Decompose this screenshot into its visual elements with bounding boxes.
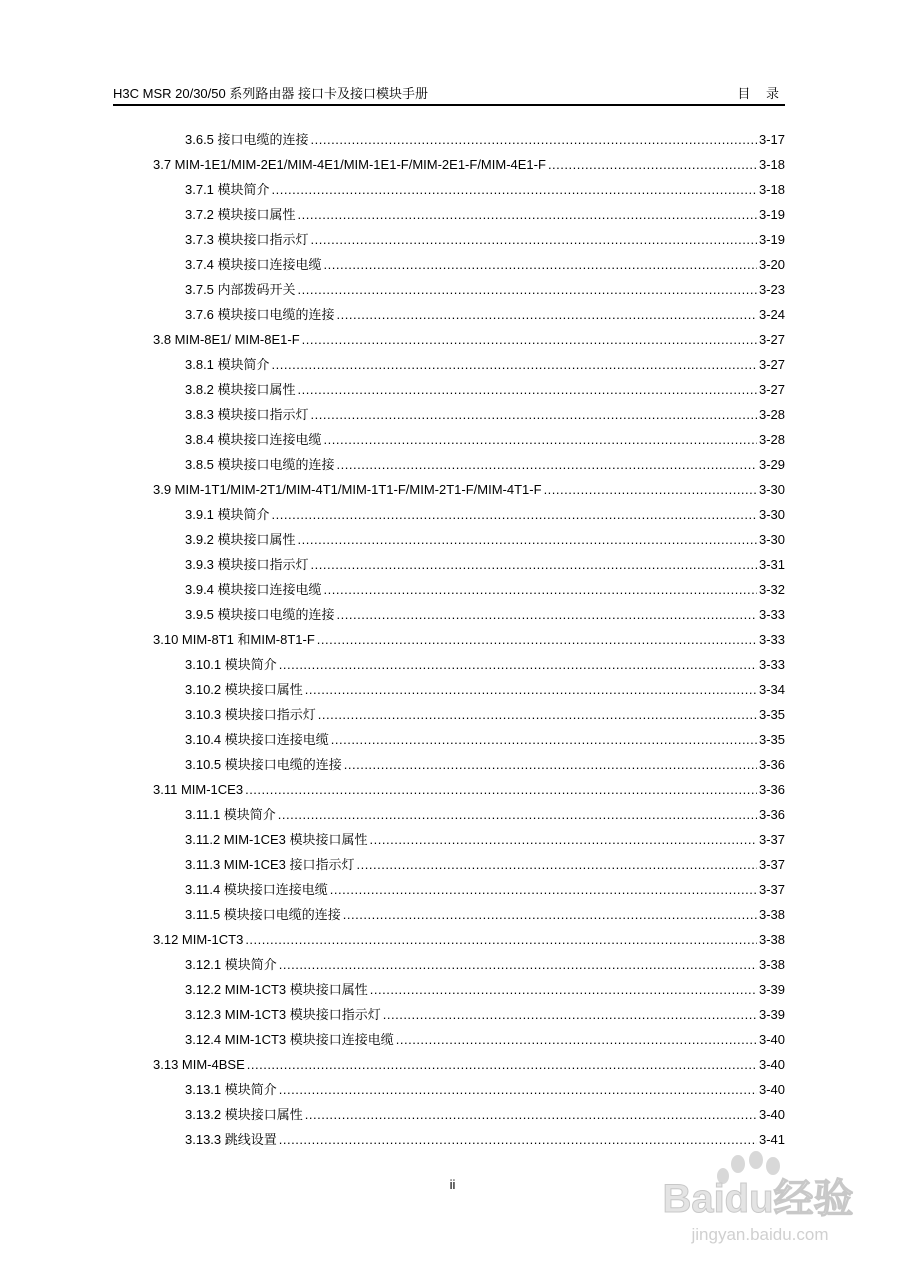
toc-entry-title: 3.10.5 模块接口电缆的连接: [185, 757, 342, 772]
toc-leader-dots: [272, 177, 757, 202]
toc-entry[interactable]: [185, 352, 785, 377]
toc-entry-title: 3.9.1 模块简介: [185, 507, 270, 522]
toc-entry-title: 3.10.1 模块简介: [185, 657, 277, 672]
toc-entry[interactable]: [185, 602, 785, 627]
toc-entry-title: 3.11.3 MIM-1CE3 接口指示灯: [185, 857, 355, 872]
toc-leader-dots: [305, 677, 757, 702]
toc-entry-title: 3.7.1 模块简介: [185, 182, 270, 197]
toc-entry-page: 3-30: [758, 507, 785, 522]
toc-entry[interactable]: [185, 727, 785, 752]
toc-entry-title: 3.12.1 模块简介: [185, 957, 277, 972]
toc-entry[interactable]: [153, 627, 785, 652]
toc-entry[interactable]: [153, 927, 785, 952]
toc-entry-page: 3-28: [758, 407, 785, 422]
toc-leader-dots: [298, 527, 757, 552]
toc-entry-title: 3.8 MIM-8E1/ MIM-8E1-F: [153, 332, 300, 347]
toc-entry-title: 3.7 MIM-1E1/MIM-2E1/MIM-4E1/MIM-1E1-F/MIM-2E1-F/MIM-4E1-F: [153, 157, 546, 172]
toc-leader-dots: [298, 277, 757, 302]
toc-leader-dots: [544, 477, 757, 502]
toc-entry[interactable]: [185, 1027, 785, 1052]
toc-entry[interactable]: [185, 677, 785, 702]
toc-entry-title: 3.9.3 模块接口指示灯: [185, 557, 309, 572]
toc-entry-page: 3-35: [758, 707, 785, 722]
page-number: ii: [449, 1177, 456, 1192]
toc-entry-title: 3.9.4 模块接口连接电缆: [185, 582, 322, 597]
toc-leader-dots: [330, 877, 757, 902]
toc-entry-page: 3-35: [758, 732, 785, 747]
toc-entry-page: 3-18: [758, 157, 785, 172]
toc-entry-title: 3.12.2 MIM-1CT3 模块接口属性: [185, 982, 368, 997]
toc-entry[interactable]: [185, 877, 785, 902]
toc-leader-dots: [317, 627, 757, 652]
toc-entry-page: 3-33: [758, 607, 785, 622]
toc-entry-page: 3-39: [758, 1007, 785, 1022]
toc-entry-title: 3.8.2 模块接口属性: [185, 382, 296, 397]
toc-leader-dots: [396, 1027, 757, 1052]
toc-leader-dots: [247, 1052, 757, 1077]
toc-leader-dots: [245, 777, 757, 802]
toc-leader-dots: [279, 652, 757, 677]
toc-entry-title: 3.7.5 内部拨码开关: [185, 282, 296, 297]
toc-entry[interactable]: [153, 327, 785, 352]
toc-entry[interactable]: [185, 902, 785, 927]
toc-entry-page: 3-20: [758, 257, 785, 272]
toc-entry-page: 3-39: [758, 982, 785, 997]
toc-entry[interactable]: [185, 202, 785, 227]
toc-leader-dots: [324, 427, 757, 452]
toc-entry[interactable]: [185, 252, 785, 277]
toc-entry-title: 3.7.2 模块接口属性: [185, 207, 296, 222]
toc-entry[interactable]: [185, 427, 785, 452]
toc-entry-title: 3.9 MIM-1T1/MIM-2T1/MIM-4T1/MIM-1T1-F/MIM-2T1-F/MIM-4T1-F: [153, 482, 542, 497]
toc-entry-title: 3.11.4 模块接口连接电缆: [185, 882, 328, 897]
toc-leader-dots: [279, 1127, 757, 1152]
toc-leader-dots: [370, 827, 757, 852]
toc-entry[interactable]: [185, 452, 785, 477]
toc-entry[interactable]: [185, 752, 785, 777]
toc-entry[interactable]: [153, 777, 785, 802]
toc-entry-page: 3-32: [758, 582, 785, 597]
toc-entry[interactable]: [185, 802, 785, 827]
toc-leader-dots: [311, 127, 757, 152]
toc-entry-page: 3-34: [758, 682, 785, 697]
toc-entry-title: 3.12.4 MIM-1CT3 模块接口连接电缆: [185, 1032, 394, 1047]
toc-entry-page: 3-36: [758, 807, 785, 822]
toc-entry-page: 3-18: [758, 182, 785, 197]
toc-entry-title: 3.8.3 模块接口指示灯: [185, 407, 309, 422]
toc-entry-page: 3-30: [758, 482, 785, 497]
toc-entry-title: 3.8.4 模块接口连接电缆: [185, 432, 322, 447]
toc-entry-page: 3-29: [758, 457, 785, 472]
toc-entry-page: 3-33: [758, 657, 785, 672]
toc-entry-page: 3-23: [758, 282, 785, 297]
toc-entry[interactable]: [185, 1127, 785, 1152]
toc-entry-title: 3.12 MIM-1CT3: [153, 932, 244, 947]
toc-entry[interactable]: [185, 277, 785, 302]
toc-entry-page: 3-40: [758, 1107, 785, 1122]
toc-leader-dots: [272, 352, 757, 377]
toc-leader-dots: [343, 902, 757, 927]
section-label: 目 录: [737, 86, 785, 101]
toc-entry[interactable]: [185, 177, 785, 202]
toc-entry[interactable]: [185, 1077, 785, 1102]
toc-entry[interactable]: [185, 577, 785, 602]
toc-entry-page: 3-27: [758, 382, 785, 397]
toc-entry-title: 3.10.3 模块接口指示灯: [185, 707, 316, 722]
toc-entry-title: 3.13.1 模块简介: [185, 1082, 277, 1097]
toc-entry-title: 3.11 MIM-1CE3: [153, 782, 244, 797]
toc-leader-dots: [324, 252, 757, 277]
toc-entry-page: 3-19: [758, 232, 785, 247]
table-of-contents: [0, 127, 905, 1152]
toc-leader-dots: [548, 152, 757, 177]
toc-entry-page: 3-38: [758, 932, 785, 947]
toc-leader-dots: [279, 1077, 757, 1102]
toc-entry[interactable]: [185, 527, 785, 552]
toc-leader-dots: [311, 227, 757, 252]
toc-entry-page: 3-37: [758, 882, 785, 897]
toc-entry-page: 3-24: [758, 307, 785, 322]
toc-leader-dots: [318, 702, 757, 727]
watermark-brand: Baidu经验: [662, 1177, 854, 1221]
toc-leader-dots: [302, 327, 757, 352]
toc-entry[interactable]: [185, 302, 785, 327]
toc-entry-title: 3.13.2 模块接口属性: [185, 1107, 303, 1122]
toc-entry-title: 3.11.5 模块接口电缆的连接: [185, 907, 341, 922]
toc-entry-title: 3.8.5 模块接口电缆的连接: [185, 457, 335, 472]
toc-leader-dots: [245, 927, 757, 952]
toc-entry-title: 3.12.3 MIM-1CT3 模块接口指示灯: [185, 1007, 381, 1022]
baidu-jingyan-watermark: [640, 1150, 880, 1255]
toc-entry[interactable]: [153, 477, 785, 502]
toc-leader-dots: [344, 752, 757, 777]
toc-entry-title: 3.10.4 模块接口连接电缆: [185, 732, 329, 747]
toc-leader-dots: [311, 552, 757, 577]
toc-entry[interactable]: [185, 852, 785, 877]
toc-entry-page: 3-33: [758, 632, 785, 647]
toc-entry[interactable]: [153, 152, 785, 177]
toc-entry-title: 3.7.4 模块接口连接电缆: [185, 257, 322, 272]
toc-entry[interactable]: [185, 402, 785, 427]
toc-leader-dots: [324, 577, 757, 602]
toc-leader-dots: [331, 727, 757, 752]
toc-entry[interactable]: [185, 977, 785, 1002]
toc-entry-title: 3.7.3 模块接口指示灯: [185, 232, 309, 247]
toc-entry[interactable]: [185, 1002, 785, 1027]
document-title: H3C MSR 20/30/50 系列路由器 接口卡及接口模块手册: [113, 86, 428, 101]
toc-leader-dots: [337, 602, 757, 627]
toc-entry-title: 3.7.6 模块接口电缆的连接: [185, 307, 335, 322]
toc-entry[interactable]: [185, 827, 785, 852]
toc-entry-page: 3-27: [758, 357, 785, 372]
toc-entry-page: 3-17: [758, 132, 785, 147]
toc-entry-page: 3-19: [758, 207, 785, 222]
toc-entry-title: 3.11.1 模块简介: [185, 807, 276, 822]
toc-leader-dots: [337, 452, 757, 477]
toc-entry-page: 3-37: [758, 857, 785, 872]
toc-entry[interactable]: [153, 1052, 785, 1077]
toc-entry[interactable]: [185, 377, 785, 402]
toc-entry[interactable]: [185, 652, 785, 677]
toc-entry-title: 3.9.5 模块接口电缆的连接: [185, 607, 335, 622]
toc-leader-dots: [383, 1002, 757, 1027]
toc-entry-page: 3-38: [758, 907, 785, 922]
toc-entry-page: 3-36: [758, 782, 785, 797]
toc-entry-title: 3.13 MIM-4BSE: [153, 1057, 245, 1072]
toc-leader-dots: [311, 402, 757, 427]
toc-entry-page: 3-28: [758, 432, 785, 447]
toc-entry-page: 3-37: [758, 832, 785, 847]
toc-leader-dots: [298, 377, 757, 402]
toc-entry-page: 3-40: [758, 1032, 785, 1047]
toc-entry[interactable]: [185, 502, 785, 527]
toc-entry-page: 3-40: [758, 1082, 785, 1097]
toc-entry-page: 3-41: [758, 1132, 785, 1147]
toc-leader-dots: [357, 852, 757, 877]
page-header: [113, 84, 785, 104]
toc-entry-page: 3-40: [758, 1057, 785, 1072]
toc-entry-page: 3-36: [758, 757, 785, 772]
toc-entry[interactable]: [185, 127, 785, 152]
toc-entry[interactable]: [185, 1102, 785, 1127]
toc-leader-dots: [272, 502, 757, 527]
toc-entry-page: 3-31: [758, 557, 785, 572]
toc-entry-title: 3.8.1 模块简介: [185, 357, 270, 372]
toc-leader-dots: [337, 302, 757, 327]
toc-entry-page: 3-30: [758, 532, 785, 547]
toc-leader-dots: [370, 977, 757, 1002]
toc-leader-dots: [298, 202, 757, 227]
toc-leader-dots: [278, 802, 757, 827]
toc-entry[interactable]: [185, 552, 785, 577]
toc-entry-title: 3.9.2 模块接口属性: [185, 532, 296, 547]
toc-entry-page: 3-27: [758, 332, 785, 347]
toc-entry[interactable]: [185, 702, 785, 727]
toc-entry-title: 3.13.3 跳线设置: [185, 1132, 277, 1147]
toc-leader-dots: [305, 1102, 757, 1127]
watermark-url: jingyan.baidu.com: [691, 1225, 829, 1244]
toc-leader-dots: [279, 952, 757, 977]
toc-entry-title: 3.10 MIM-8T1 和MIM-8T1-F: [153, 632, 315, 647]
toc-entry-title: 3.6.5 接口电缆的连接: [185, 132, 309, 147]
toc-entry[interactable]: [185, 227, 785, 252]
toc-entry[interactable]: [185, 952, 785, 977]
toc-entry-title: 3.11.2 MIM-1CE3 模块接口属性: [185, 832, 368, 847]
toc-entry-title: 3.10.2 模块接口属性: [185, 682, 303, 697]
toc-entry-page: 3-38: [758, 957, 785, 972]
header-rule: [113, 104, 785, 106]
